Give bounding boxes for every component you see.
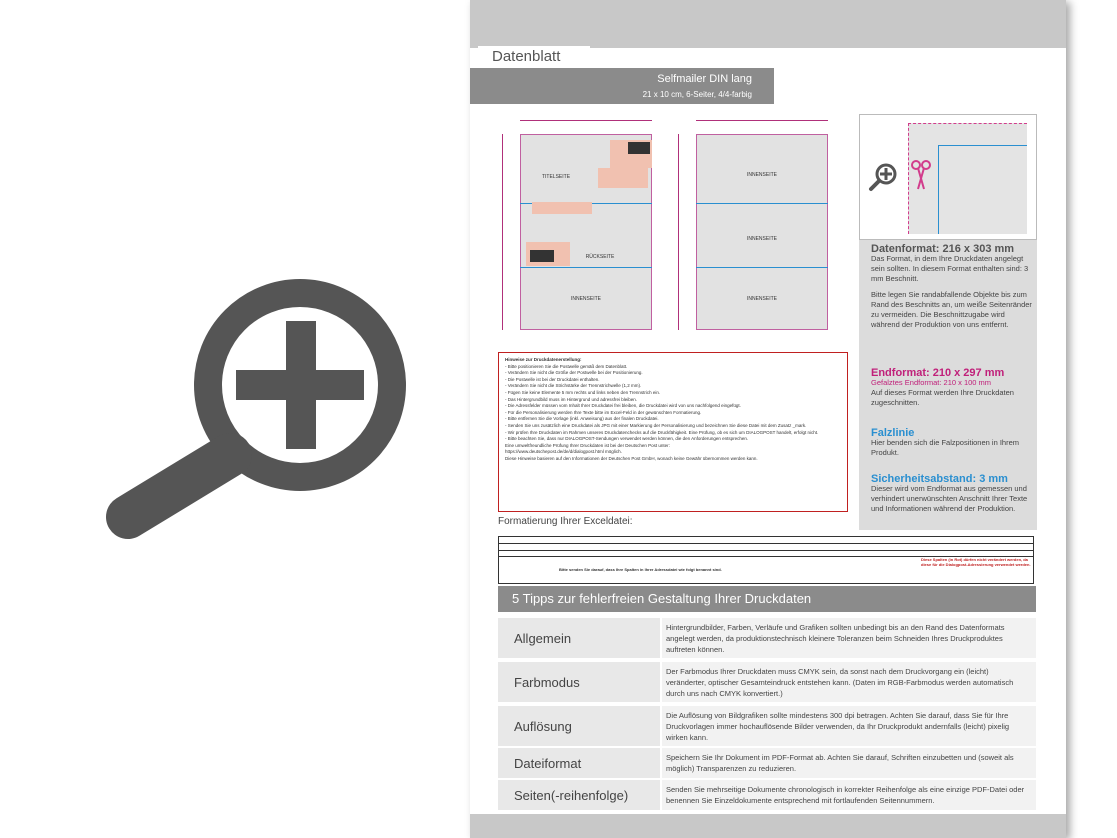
notes-line: - Das Hintergrundbild muss im Hintergrund und adressfrei bleiben. (505, 396, 638, 402)
tip-row (498, 748, 1036, 778)
tip-name: Allgemein (498, 618, 660, 658)
tip-row (498, 706, 1036, 746)
notes-line: - Senden Sie uns zusätzlich eine Druckdatei als JPG mit einer Markierung der Personalisierung und bezeichnen Sie diese Datei mit dem Zusatz _mark. (505, 422, 807, 428)
product-subtitle: 21 x 10 cm, 6-Seiter, 4/4-farbig (642, 90, 752, 99)
top-bar (470, 0, 1066, 48)
sicherheitsabstand-text: Dieser wird vom Endformat aus gemessen und verhindert unerwünschten Anschnitt Ihrer Texte und Informationen während der Produktion. (871, 484, 1028, 513)
tip-name: Auflösung (498, 706, 660, 746)
excel-note: Bitte senden Sie darauf, dass Ihre Spalten in Ihrer Adressdatei wie folgt benannt sind. (559, 567, 722, 572)
tip-text: Der Farbmodus Ihrer Druckdaten muss CMYK sein, da sonst nach dem Druckvorgang ein (leicht) veränderter, optischer Gesamteindruck entstehen kann. (Daten im RGB-Farbmodus werden automatisch durch uns nach CMYK konvertiert.) (662, 662, 1036, 702)
tip-name: Seiten(-reihenfolge) (498, 780, 660, 810)
falzlinie-title: Falzlinie (871, 427, 915, 439)
datasheet-page (470, 0, 1066, 838)
product-title: Selfmailer DIN lang (657, 73, 752, 85)
bottom-bar (470, 814, 1066, 838)
dimension-line (520, 120, 652, 129)
tip-row (498, 662, 1036, 702)
dimension-line (678, 134, 693, 330)
dimension-line (696, 120, 828, 129)
panel-label: RÜCKSEITE (585, 254, 615, 260)
notes-line: Diese Hinweise basieren auf den Informationen der Deutschen Post GmbH, wonach keine Gewähr übernommen werden kann. (505, 455, 758, 461)
panel-label: INNENSEITE (570, 296, 601, 302)
tip-row (498, 618, 1036, 658)
notes-line: - Für die Personalisierung werden Ihre Texte bitte im Excel-Feld in der gewünschten Formatierung. (505, 409, 702, 415)
tip-name: Farbmodus (498, 662, 660, 702)
page-title: Datenblatt (478, 46, 590, 68)
fold-line (696, 267, 828, 268)
layout-outside (498, 114, 660, 332)
tip-name: Dateiformat (498, 748, 660, 778)
tip-text: Die Auflösung von Bildgrafiken sollte mindestens 300 dpi betragen. Achten Sie darauf, dass Sie für Ihre Druckvorlagen immer hochauflösende Bilder verwenden, da Ihr Druckprodukt andernfalls (leicht) pixelig wirken kann. (662, 706, 1036, 746)
format-preview (859, 114, 1037, 240)
endformat-subtitle: Gefalztes Endformat: 210 x 100 mm (871, 378, 992, 387)
print-notes-box (498, 352, 848, 512)
tip-row (498, 780, 1036, 810)
datenformat-text-2: Bitte legen Sie randabfallende Objekte bis zum Rand des Beschnitts an, um weiße Seitenränder zu vermeiden. Die Beschnittzugabe wird während der Produktion von uns entfernt. (871, 290, 1032, 329)
notes-line: - Die Postwelle ist bei der Druckdatei enthalten. (505, 376, 600, 382)
panel-label: INNENSEITE (746, 236, 777, 242)
panel-label: INNENSEITE (746, 296, 777, 302)
tips-heading: 5 Tipps zur fehlerfreien Gestaltung Ihrer Druckdaten (498, 586, 1036, 612)
notes-line: Eine umweltfreundliche Prüfung Ihrer Druckdaten ist bei der Deutschen Post unter: (505, 442, 670, 448)
address-field (598, 168, 648, 188)
notes-heading: Hinweise zur Druckdatenerstellung: (505, 357, 582, 362)
notes-line: - Bitte beachten Sie, dass nur DIALOGPOST-Sendungen verwendet werden können, die den Anforderungen entsprechen. (505, 436, 749, 442)
excel-format-table (498, 536, 1034, 584)
zoom-in-icon[interactable] (868, 161, 900, 193)
notes-line: - Bitte positionieren Sie die Postwelle gemäß dem Datenblatt. (505, 363, 628, 369)
postage-mark (530, 250, 554, 262)
falzlinie-text: Hier benden sich die Falzpositionen in Ihrem Produkt. (871, 438, 1019, 457)
endformat-title: Endformat: 210 x 297 mm (871, 367, 1005, 379)
address-field (532, 202, 592, 214)
datenformat-text: Das Format, in dem Ihre Druckdaten angelegt sein sollten. In diesem Format enthalten sind: 3 mm Beschnitt. (871, 254, 1029, 283)
panel-label: TITELSEITE (541, 174, 571, 180)
notes-line: - Wir prüfen Ihre Druckdaten im Rahmen unseres Druckdatenchecks auf die Druckfähigkeit. Eine Prüfung, ob es sich um DIALOGPOST handelt, erfolgt nicht. (505, 429, 819, 435)
layout-inside (674, 114, 836, 332)
notes-line: - Verändern Sie nicht die Strichstärke der Trennstrichwelle (1,2 mm). (505, 383, 642, 389)
fold-line (696, 203, 828, 204)
notes-line: https://www.deutschepost.de/de/d/dialogpost.html möglich. (505, 449, 622, 455)
layout-diagrams (498, 114, 844, 336)
scissors-icon (910, 159, 932, 191)
postage-mark (628, 142, 650, 154)
fold-line (520, 267, 652, 268)
datenformat-title: Datenformat: 216 x 303 mm (871, 243, 1015, 255)
sicherheitsabstand-title: Sicherheitsabstand: 3 mm (871, 473, 1008, 485)
excel-red-note: Diese Spalten (in Rot) dürfen nicht verändert werden, da diese für die Dialogpost-Adressierung verwendet werden. (921, 557, 1031, 567)
tip-text: Hintergrundbilder, Farben, Verläufe und Grafiken sollten unbedingt bis an den Rand des Datenformats angelegt werden, da produktionstechnisch kleinere Toleranzen beim Schneiden Ihres Druckproduktes auftreten können. (662, 618, 1036, 658)
endformat-text: Auf dieses Format werden Ihre Druckdaten zugeschnitten. (871, 388, 1014, 407)
panel-label: INNENSEITE (746, 172, 777, 178)
notes-line: - Fügen Sie keine Elemente 5 mm rechts und links neben den Trennstrich ein. (505, 389, 661, 395)
dimension-line (502, 134, 517, 330)
format-info-panel (859, 114, 1037, 530)
product-header (470, 68, 774, 104)
tip-text: Speichern Sie Ihr Dokument im PDF-Format ab. Achten Sie darauf, Schriften einzubetten und (soweit als möglich) Transparenzen zu reduzieren. (662, 748, 1036, 778)
tip-text: Senden Sie mehrseitige Dokumente chronologisch in korrekter Reihenfolge als eine einzige PDF-Datei oder benennen Sie Einzeldokumente entsprechend mit fortlaufenden Seitennummern. (662, 780, 1036, 810)
zoom-in-icon[interactable] (100, 255, 420, 555)
notes-line: - Verändern Sie nicht die Größe der Postwelle bei der Positionierung. (505, 370, 643, 376)
notes-line: - Die Adressfelder müssen vom Inhalt Ihrer Druckdatei frei bleiben, die Druckdatei wird von uns nachfolgend eingefügt. (505, 403, 741, 409)
notes-line: - Bitte entfernen Sie die Vorlage (inkl. Anweisung) aus der finalen Druckdatei. (505, 416, 659, 422)
excel-format-label: Formatierung Ihrer Exceldatei: (498, 516, 633, 527)
